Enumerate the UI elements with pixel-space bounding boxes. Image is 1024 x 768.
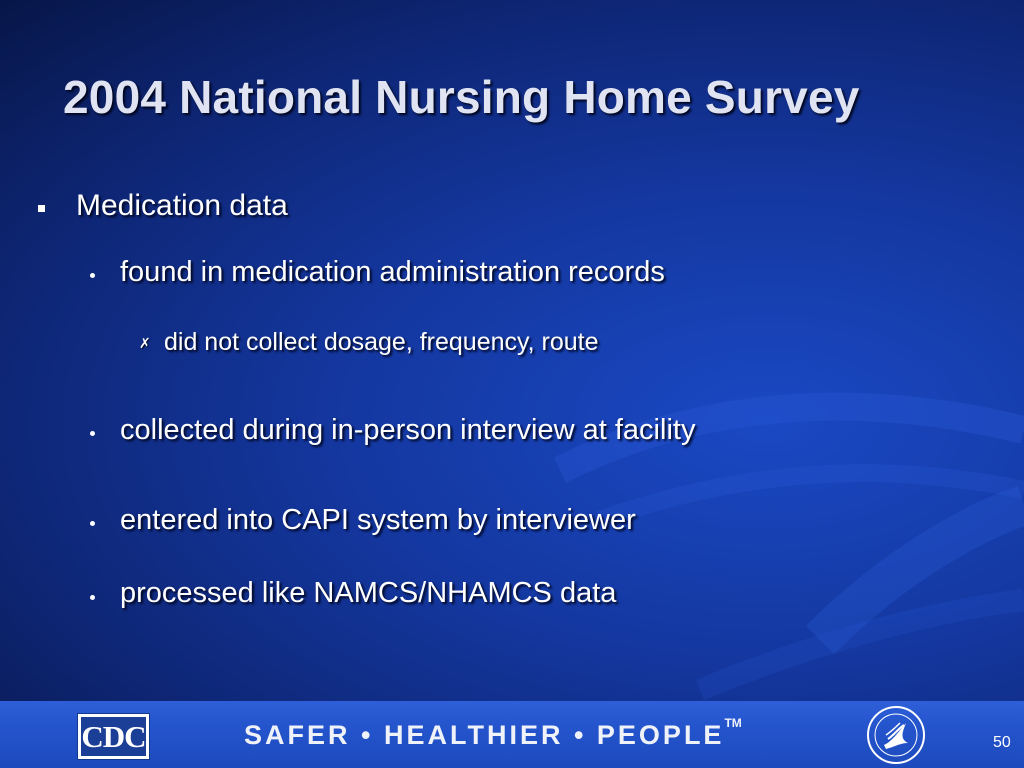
bullet-found-in-records: found in medication administration records	[120, 256, 665, 288]
cross-bullet-icon: ✗	[139, 335, 151, 351]
cdc-logo	[77, 713, 150, 760]
bullet-entered-capi: entered into CAPI system by interviewer	[120, 504, 636, 536]
bullet-medication-data: Medication data	[76, 189, 288, 222]
bullet-processed-like: processed like NAMCS/NHAMCS data	[120, 577, 617, 609]
bullet-collected-interview: collected during in-person interview at facility	[120, 414, 696, 446]
footer-tagline	[244, 716, 742, 751]
tagline-text: SAFER • HEALTHIER • PEOPLE	[244, 720, 725, 750]
dot-bullet-icon	[90, 521, 95, 526]
bullet-did-not-collect: did not collect dosage, frequency, route	[164, 328, 599, 356]
dot-bullet-icon	[90, 595, 95, 600]
slide-title: 2004 National Nursing Home Survey	[63, 71, 860, 123]
page-number: 50	[993, 734, 1011, 751]
dot-bullet-icon	[90, 431, 95, 436]
cdc-logo-text: CDC	[81, 719, 146, 754]
dot-bullet-icon	[90, 273, 95, 278]
square-bullet-icon	[38, 205, 45, 212]
hhs-eagle-seal-icon	[866, 705, 926, 765]
trademark-mark: TM	[724, 716, 742, 730]
